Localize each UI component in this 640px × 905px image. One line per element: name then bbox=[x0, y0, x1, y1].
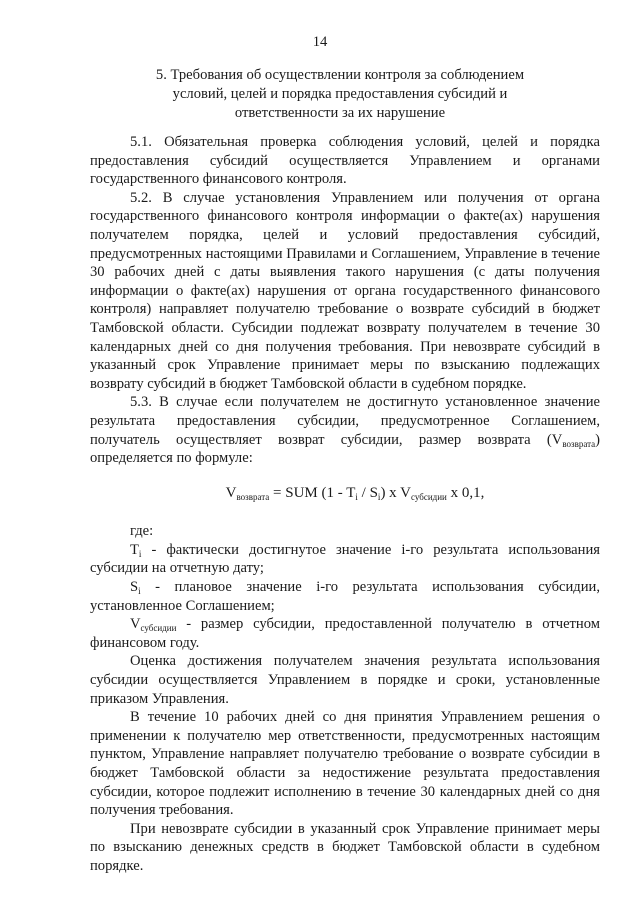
paragraph-5-3-end: ) определяется по формуле: bbox=[90, 431, 600, 467]
vs-sub: субсидии bbox=[140, 623, 177, 634]
definition-vs bbox=[90, 615, 600, 652]
formula-mid-3: ) x V bbox=[380, 484, 411, 501]
si-sub: i bbox=[138, 586, 141, 597]
return-formula bbox=[90, 484, 600, 503]
document-body bbox=[90, 133, 600, 876]
formula-v-sub: возврата bbox=[236, 491, 270, 502]
paragraph-5-1: 5.1. Обязательная проверка соблюдения условий, целей и порядка предоставления субсидий осуществляется Управлением и органами государственного финансового контроля. bbox=[90, 134, 600, 188]
paragraph-5-3 bbox=[90, 393, 600, 467]
paragraph-5-3-sub: возврата bbox=[562, 438, 596, 449]
ti-text: - фактически достигнутое значение i-го результата использования субсидии на отчетную дату; bbox=[90, 541, 600, 577]
definition-ti bbox=[90, 541, 600, 578]
where-label: где: bbox=[130, 523, 154, 540]
formula-vs-sub: субсидии bbox=[411, 491, 447, 502]
ti-sub: i bbox=[138, 548, 142, 559]
si-text: - плановое значение i-го результата использования субсидии, установленное Соглашением; bbox=[90, 579, 600, 614]
paragraph-assessment: Оценка достижения получателем значения результата использования субсидии осуществляется Управлением в порядке и сроки, установленные приказом Управления. bbox=[90, 653, 600, 707]
section-title-line-1: 5. Требования об осуществлении контроля за соблюдением bbox=[155, 67, 525, 83]
formula-mid-2: / S bbox=[357, 484, 378, 501]
paragraph-ten-days: В течение 10 рабочих дней со дня принятия Управлением решения о применении к получателю мер ответственности, предусмотренных настоящим пунктом, Управление направляет получателю требование о возврате субсидии в бюджет Тамбовской области за недостижение результата предоставления субсидии, которое подлежит исполнению в течение 30 календарных дней со дня получения требования. bbox=[90, 709, 600, 819]
paragraph-nonreturn: При невозврате субсидии в указанный срок Управление принимает меры по взысканию денежных средств в бюджет Тамбовской области в судебном порядке. bbox=[90, 820, 600, 874]
section-title bbox=[150, 66, 530, 123]
formula-ti-sub: i bbox=[355, 491, 358, 502]
definition-si bbox=[90, 578, 600, 615]
si-symbol: S bbox=[130, 579, 139, 596]
vs-text: - размер субсидии, предоставленной получателю в отчетном финансовом году. bbox=[90, 616, 600, 651]
formula-v: V bbox=[225, 484, 237, 501]
formula-si-sub: i bbox=[377, 491, 381, 502]
section-title-line-3: ответственности за их нарушение bbox=[234, 105, 446, 121]
formula-mid-1: = SUM (1 - T bbox=[269, 484, 356, 501]
paragraph-5-2: 5.2. В случае установления Управлением или получения от органа государственного финансового контроля информации о факте(ах) нарушения получателем порядка, целей и условий предоставления субсидий, предусмотренных настоящими Правилами и Соглашением, Управление в течение 30 рабочих дней с даты выявления такого нарушения (с даты получения информации о факте(ах) нарушения от органа государственного финансового контроля) направляет получателю требование о возврате субсидий в бюджет Тамбовской области. Субсидии подлежат возврату получателем в течение 30 календарных дней со дня получения требования. При невозврате субсидий в указанный срок Управление принимает меры по взысканию подлежащих возврату субсидий в бюджет Тамбовской области в судебном порядке. bbox=[90, 189, 600, 392]
page-number: 14 bbox=[312, 34, 328, 50]
ti-symbol: T bbox=[130, 541, 139, 558]
formula-tail: x 0,1, bbox=[446, 484, 485, 501]
vs-symbol: V bbox=[130, 616, 141, 633]
section-title-line-2: условий, целей и порядка предоставления субсидий и bbox=[172, 86, 508, 102]
paragraph-5-3-text: 5.3. В случае если получателем не достигнуто установленное значение результата предоставления субсидии, предусмотренное Соглашением, получатель осуществляет возврат субсидии, размер возврата (V bbox=[90, 394, 600, 448]
